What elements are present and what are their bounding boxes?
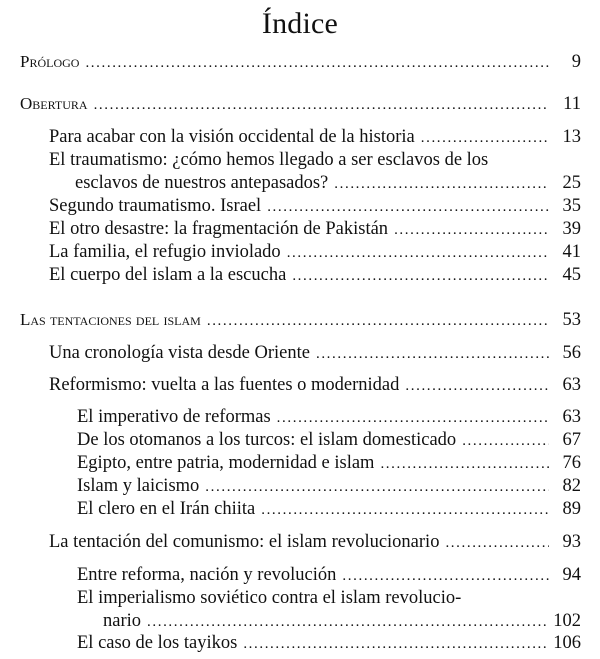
toc-page-number: 63	[562, 407, 581, 427]
toc-page-number: 56	[562, 343, 581, 363]
leader-dots	[277, 407, 549, 429]
toc-page-number: 11	[563, 94, 581, 114]
leader-dots	[267, 196, 549, 218]
toc-entry-label: Las tentaciones del islam	[20, 310, 201, 329]
leader-dots	[287, 242, 549, 264]
leader-dots	[405, 375, 549, 397]
leader-dots	[316, 343, 549, 365]
leader-dots	[207, 310, 549, 332]
toc-entry	[77, 498, 581, 521]
leader-dots	[394, 219, 549, 241]
toc-page-number: 93	[562, 532, 581, 552]
toc-entry-label: De los otomanos a los turcos: el islam domesticado	[77, 430, 457, 450]
toc-page-number: 9	[571, 52, 581, 72]
toc-entry-label: nario	[103, 611, 142, 631]
leader-dots	[205, 476, 549, 498]
toc-page-number: 94	[562, 565, 581, 585]
leader-dots	[243, 633, 549, 655]
toc-page-number: 67	[562, 430, 581, 450]
leader-dots	[94, 94, 549, 116]
toc-entry-label: Egipto, entre patria, modernidad e islam	[77, 453, 375, 473]
toc-entry	[49, 264, 581, 287]
toc-page-number: 89	[562, 499, 581, 519]
toc-page-number: 39	[562, 219, 581, 239]
toc-page-number: 76	[562, 453, 581, 473]
toc-page-number: 45	[562, 265, 581, 285]
toc-entry	[77, 406, 581, 429]
toc-entry-label: El clero en el Irán chiita	[77, 499, 256, 519]
toc-entry-label: El imperialismo soviético contra el islam revolucio-	[77, 588, 462, 608]
leader-dots	[380, 453, 549, 475]
toc-entry-label: Obertura	[20, 94, 88, 113]
toc-entry	[49, 531, 581, 554]
toc-entry	[77, 564, 581, 587]
toc-entry-label: El cuerpo del islam a la escucha	[49, 265, 287, 285]
toc-page-number: 82	[562, 476, 581, 496]
toc-entry-line1	[77, 587, 461, 609]
toc-entry-label: El imperativo de reformas	[77, 407, 271, 427]
leader-dots	[445, 532, 549, 554]
toc-entry-label: El caso de los tayikos	[77, 633, 238, 653]
toc-entry-label: Segundo traumatismo. Israel	[49, 196, 262, 216]
toc-page-number: 63	[562, 375, 581, 395]
leader-dots	[292, 265, 549, 287]
toc-entry	[49, 241, 581, 264]
leader-dots	[462, 430, 549, 452]
toc-entry-label: La familia, el refugio inviolado	[49, 242, 281, 262]
toc-entry-label: Prólogo	[20, 52, 80, 71]
toc-page-number: 102	[553, 611, 581, 631]
leader-dots	[421, 127, 549, 149]
toc-entry-label: Una cronología vista desde Oriente	[49, 343, 310, 363]
leader-dots	[85, 52, 549, 74]
leader-dots	[147, 611, 549, 633]
toc-entry	[77, 475, 581, 498]
toc-entry-prologo	[20, 51, 581, 74]
toc-entry-label: Para acabar con la visión occidental de la historia	[49, 127, 415, 147]
toc-page-number: 25	[562, 173, 581, 193]
toc-page-number: 106	[553, 633, 581, 653]
toc-entry-label: Reformismo: vuelta a las fuentes o modernidad	[49, 375, 400, 395]
toc-entry	[77, 452, 581, 475]
toc-entry-line1	[49, 149, 488, 171]
toc-entry-obertura	[20, 93, 581, 116]
leader-dots	[342, 565, 549, 587]
toc-entry	[77, 429, 581, 452]
toc-entry	[49, 218, 581, 241]
toc-page-number: 13	[562, 127, 581, 147]
leader-dots	[261, 499, 549, 521]
toc-entry	[49, 126, 581, 149]
toc-entry-tentaciones	[20, 309, 581, 332]
toc-entry	[103, 610, 581, 633]
toc-entry	[77, 632, 581, 655]
toc-entry	[49, 374, 581, 397]
toc-entry-label: esclavos de nuestros antepasados?	[75, 173, 329, 193]
toc-entry-label: Entre reforma, nación y revolución	[77, 565, 337, 585]
toc-entry-label: Islam y laicismo	[77, 476, 200, 496]
toc-entry-label: La tentación del comunismo: el islam revolucionario	[49, 532, 440, 552]
leader-dots	[334, 173, 549, 195]
toc-entry	[49, 342, 581, 365]
toc-page-number: 53	[562, 310, 581, 330]
toc-entry	[49, 195, 581, 218]
toc-page-number: 35	[562, 196, 581, 216]
toc-entry-label: El otro desastre: la fragmentación de Pakistán	[49, 219, 389, 239]
page-title: Índice	[261, 7, 339, 40]
toc-entry-label: El traumatismo: ¿cómo hemos llegado a ser esclavos de los	[49, 150, 489, 170]
toc-page-number: 41	[562, 242, 581, 262]
toc-entry	[75, 172, 581, 195]
